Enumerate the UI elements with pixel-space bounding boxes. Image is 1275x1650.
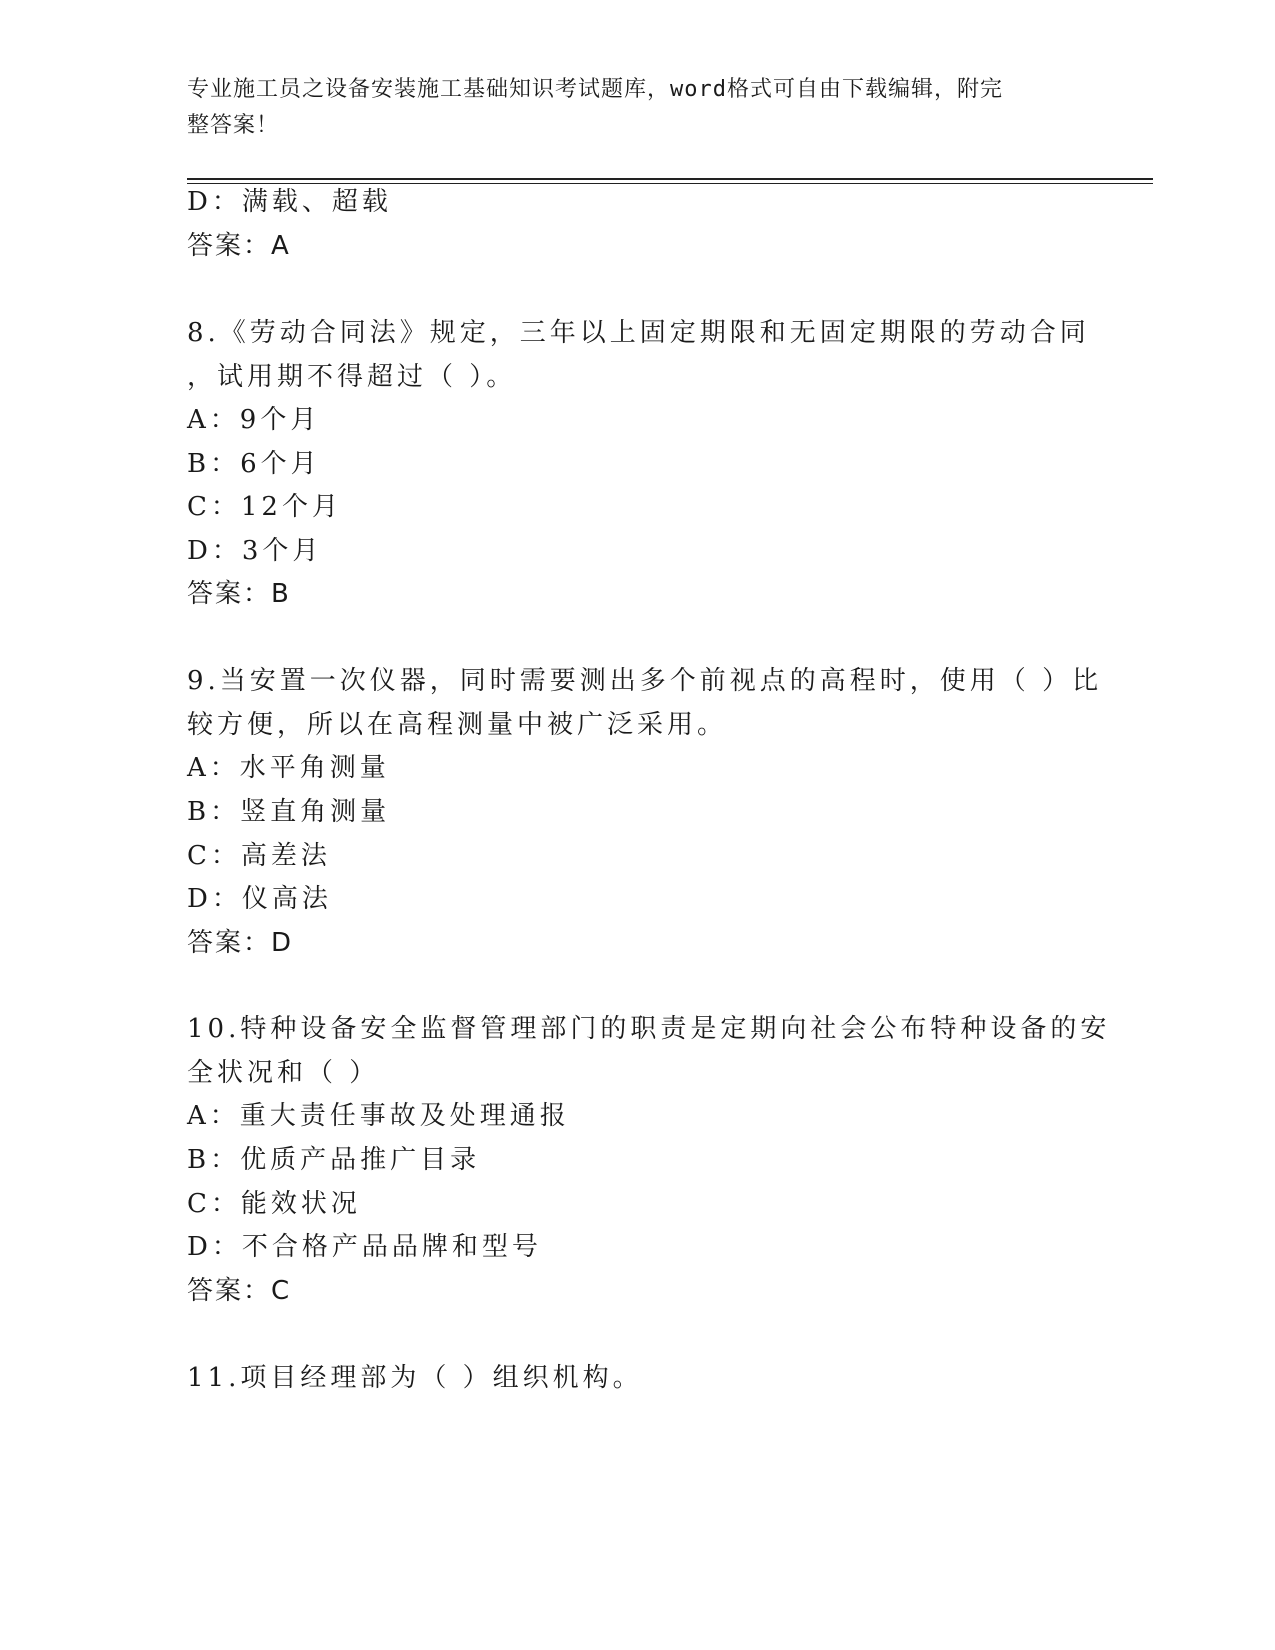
q8-answer: 答案：B [187,579,291,609]
header-divider-thin [187,183,1153,184]
q7-option-d: D：满载、超载 [187,187,392,217]
q10-answer: 答案：C [187,1276,292,1306]
header-line-1: 专业施工员之设备安装施工基础知识考试题库，word格式可自由下载编辑，附完 [187,77,1003,102]
q10-stem-line-1: 10.特种设备安全监督管理部门的职责是定期向社会公布特种设备的安 [187,1014,1111,1044]
document-header [187,72,1067,144]
q8-option-d: D：3个月 [187,536,323,566]
q9-stem-line-2: 较方便，所以在高程测量中被广泛采用。 [187,710,728,740]
q8-option-b: B：6个月 [187,449,321,479]
q9-option-d: D：仪高法 [187,884,332,914]
q10-stem-line-2: 全状况和（ ） [187,1058,380,1088]
q10-option-a: A：重大责任事故及处理通报 [187,1101,570,1131]
header-divider-thick [187,178,1153,180]
q9-option-b: B：竖直角测量 [187,797,391,827]
q8-stem-line-1: 8.《劳动合同法》规定，三年以上固定期限和无固定期限的劳动合同 [187,318,1090,348]
q7-answer: 答案：A [187,231,291,261]
q9-option-c: C：高差法 [187,841,331,871]
header-line-2: 整答案！ [187,113,280,138]
q11-stem-line-1: 11.项目经理部为（ ）组织机构。 [187,1363,643,1393]
q8-stem-line-2: ，试用期不得超过（ ）。 [187,362,517,392]
q9-option-a: A：水平角测量 [187,753,390,783]
q8-option-c: C：12个月 [187,492,342,522]
q10-option-c: C：能效状况 [187,1189,361,1219]
q10-option-b: B：优质产品推广目录 [187,1145,481,1175]
q8-option-a: A：9个月 [187,405,321,435]
q9-answer: 答案：D [187,928,294,958]
q9-stem-line-1: 9.当安置一次仪器，同时需要测出多个前视点的高程时，使用（ ）比 [187,666,1103,696]
q10-option-d: D：不合格产品品牌和型号 [187,1232,542,1262]
